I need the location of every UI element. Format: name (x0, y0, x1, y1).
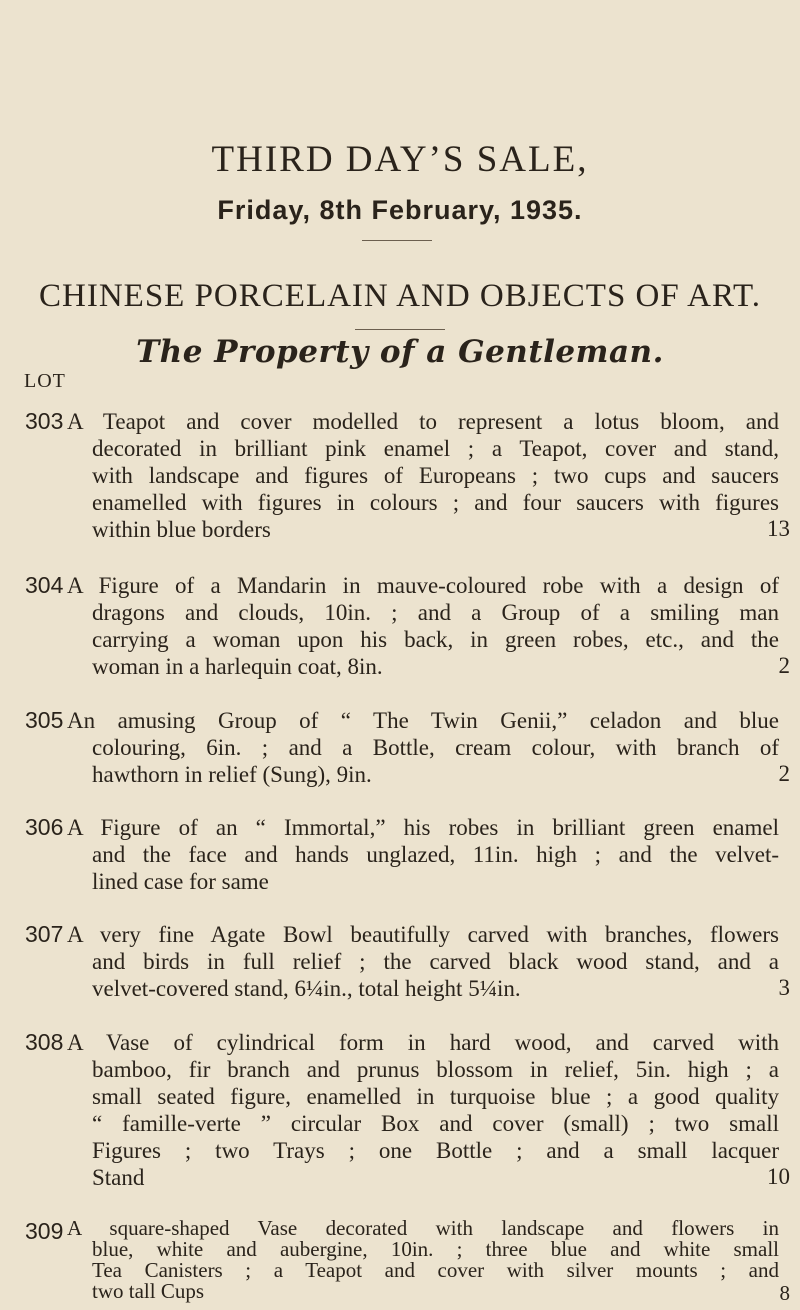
description-line: within blue borders (92, 517, 271, 542)
description-line: and the face and hands unglazed, 11in. high ; and the velvet- (92, 842, 779, 867)
lot-description (67, 814, 779, 895)
lot-number: 304 (25, 572, 64, 598)
divider (362, 240, 432, 241)
description-line: A square-shaped Vase decorated with landscape and flowers in (67, 1216, 779, 1240)
sale-date: Friday, 8th February, 1935. (217, 195, 583, 225)
lot-number: 305 (25, 707, 64, 733)
lot-number: 303 (25, 408, 64, 434)
lot-description (67, 1218, 779, 1302)
description-line: two tall Cups (92, 1279, 205, 1303)
description-line: decorated in brilliant pink enamel ; a Teapot, cover and stand, (92, 436, 779, 461)
description-line: colouring, 6in. ; and a Bottle, cream colour, with branch of (92, 735, 779, 760)
description-line: dragons and clouds, 10in. ; and a Group of a smiling man (92, 600, 779, 625)
description-line: A Vase of cylindrical form in hard wood, and carved with (67, 1030, 779, 1055)
description-line: “ famille-verte ” circular Box and cover (small) ; two small (92, 1111, 779, 1136)
description-line: A very fine Agate Bowl beautifully carved with branches, flowers (67, 922, 779, 947)
lot-description (67, 707, 779, 788)
property-heading: The Property of a Gentleman. (136, 334, 664, 370)
lot-number: 308 (25, 1029, 64, 1055)
description-line: Figures ; two Trays ; one Bottle ; and a small lacquer (92, 1138, 779, 1163)
description-line: A Teapot and cover modelled to represent a lotus bloom, and (67, 409, 779, 434)
lot-quantity: 3 (778, 975, 790, 1000)
lot-quantity: 2 (778, 653, 790, 678)
description-line: bamboo, fir branch and prunus blossom in relief, 5in. high ; a (92, 1057, 779, 1082)
description-line: A Figure of an “ Immortal,” his robes in brilliant green enamel (67, 815, 779, 840)
lot-number: 307 (25, 921, 64, 947)
description-line: enamelled with figures in colours ; and four saucers with figures (92, 490, 779, 515)
description-line: with landscape and figures of Europeans ; two cups and saucers (92, 463, 779, 488)
description-line: woman in a harlequin coat, 8in. (92, 654, 383, 679)
divider (355, 329, 445, 330)
lot-quantity: 13 (767, 516, 790, 541)
description-line: carrying a woman upon his back, in green robes, etc., and the (92, 627, 779, 652)
lot-number: 306 (25, 814, 64, 840)
description-line: small seated figure, enamelled in turquoise blue ; a good quality (92, 1084, 779, 1109)
sale-title: THIRD DAY’S SALE, (211, 139, 589, 180)
description-line: An amusing Group of “ The Twin Genii,” celadon and blue (67, 708, 779, 733)
lot-column-label: LOT (24, 370, 66, 392)
description-line: A Figure of a Mandarin in mauve-coloured robe with a design of (67, 573, 779, 598)
lot-description (67, 1029, 779, 1191)
lot-quantity: 8 (779, 1281, 790, 1305)
description-line: Tea Canisters ; a Teapot and cover with silver mounts ; and (92, 1258, 779, 1282)
section-heading: CHINESE PORCELAIN AND OBJECTS OF ART. (39, 278, 761, 314)
description-line: lined case for same (92, 869, 269, 894)
lot-quantity: 10 (767, 1164, 790, 1189)
lot-number: 309 (25, 1218, 64, 1244)
lot-description (67, 408, 779, 543)
lot-description (67, 572, 779, 680)
lot-description (67, 921, 779, 1002)
lot-quantity: 2 (778, 761, 790, 786)
description-line: hawthorn in relief (Sung), 9in. (92, 762, 372, 787)
description-line: velvet-covered stand, 6¼in., total height 5¼in. (92, 976, 521, 1001)
description-line: and birds in full relief ; the carved black wood stand, and a (92, 949, 779, 974)
description-line: blue, white and aubergine, 10in. ; three blue and white small (92, 1237, 779, 1261)
description-line: Stand (92, 1165, 145, 1190)
